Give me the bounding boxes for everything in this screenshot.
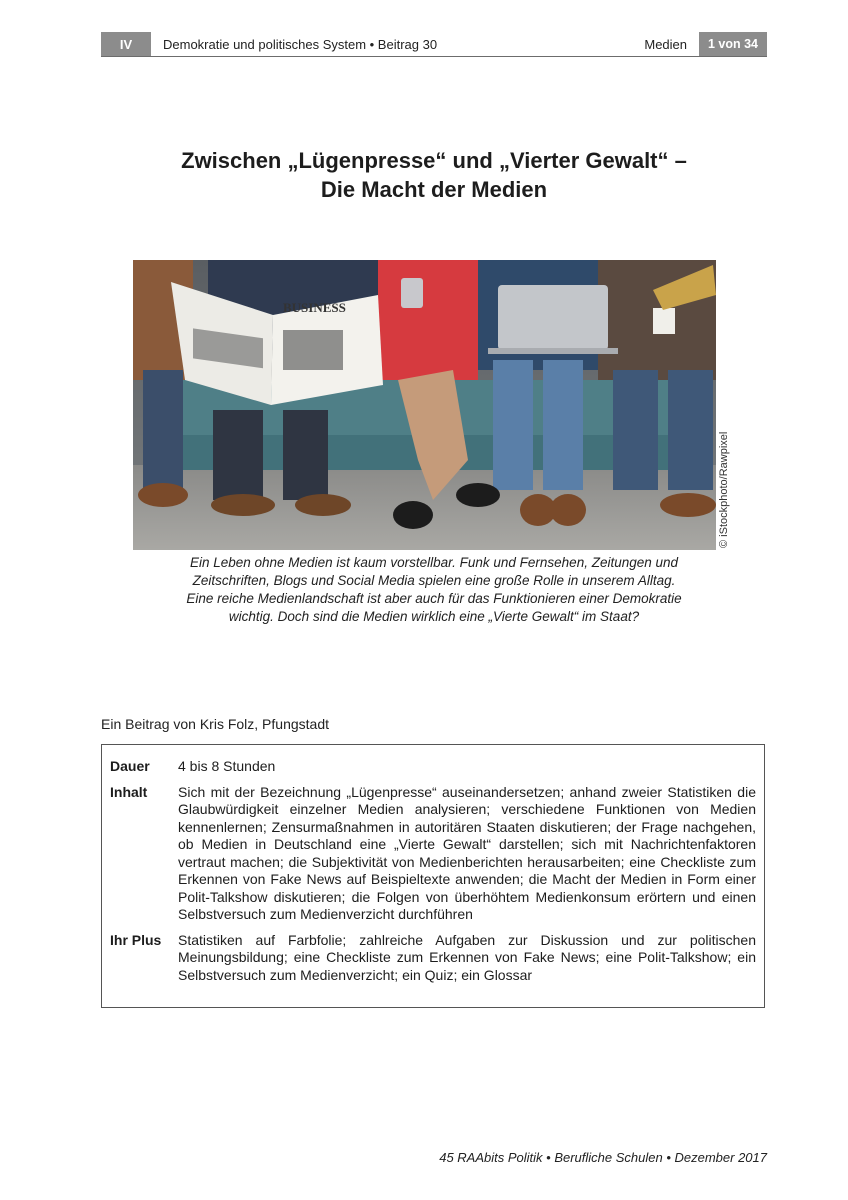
article-title [101,146,767,204]
page-header [101,32,767,57]
info-text: 4 bis 8 Stunden [178,758,276,774]
author-line: Ein Beitrag von Kris Folz, Pfungstadt [101,716,329,732]
topic-label: Medien [644,36,687,52]
photo-credit: © iStockphoto/Rawpixel [718,431,730,548]
info-label: Ihr Plus [110,931,162,948]
photo-caption [101,554,767,626]
title-line-2: Die Macht der Medien [320,177,548,202]
info-label: Dauer [110,758,150,774]
caption-line: wichtig. Doch sind die Medien wirklich eine „Vierte Gewalt“ im Staat? [228,609,640,624]
info-label: Inhalt [110,783,148,800]
caption-line: Eine reiche Medienlandschaft ist aber auch für das Funktionieren einer Demokratie [186,591,682,606]
page-counter: 1 von 34 [699,32,767,56]
info-text: Statistiken auf Farbfolie; zahlreiche Aufgaben zur Diskussion und zur politischen Meinungsbildung; eine Checkliste zum Erkennen von Fake News; eine Polit-Talkshow; ein Selbstversuch zum Medienverzicht; ein Quiz; ein Glossar [178,931,756,983]
info-text: Sich mit der Bezeichnung „Lügenpresse“ auseinandersetzen; anhand zweier Statistiken die Glaubwürdigkeit einzelner Medien analysieren; verschiedene Funktionen von Medien kennenlernen; Zensurmaßnahmen in autoritären Staaten diskutieren; der Frage nachgehen, ob Medien in Deutschland eine „Vierte Gewalt“ darstellen; sich mit Nachrichtenfaktoren vertraut machen; die Subjektivität von Medienberichten herausarbeiten; eine Checkliste zum Erkennen von Fake News auf Beispieltexte anwenden; die Macht der Medien in Form einer Polit-Talkshow diskutieren; die Folgen von überhöhtem Medienkonsum erörtern und einen Selbstversuch zum Medienverzicht durchführen [178,783,756,922]
title-line-1: Zwischen „Lügenpresse“ und „Vierter Gewalt“ – [181,148,687,173]
info-box [101,744,765,1008]
section-badge: IV [101,32,151,56]
cover-photo [133,260,716,550]
newspaper-heading: BUSINESS [283,300,346,315]
info-row-plus [110,932,756,985]
caption-line: Ein Leben ohne Medien ist kaum vorstellbar. Funk und Fernsehen, Zeitungen und [189,555,679,570]
caption-line: Zeitschriften, Blogs und Social Media spielen eine große Rolle in unserem Alltag. [192,573,676,588]
page-footer: 45 RAAbits Politik • Berufliche Schulen • Dezember 2017 [439,1150,767,1165]
series-title: Demokratie und politisches System • Beitrag 30 [163,36,438,52]
info-row-inhalt [110,784,756,924]
info-row-dauer [110,758,756,776]
